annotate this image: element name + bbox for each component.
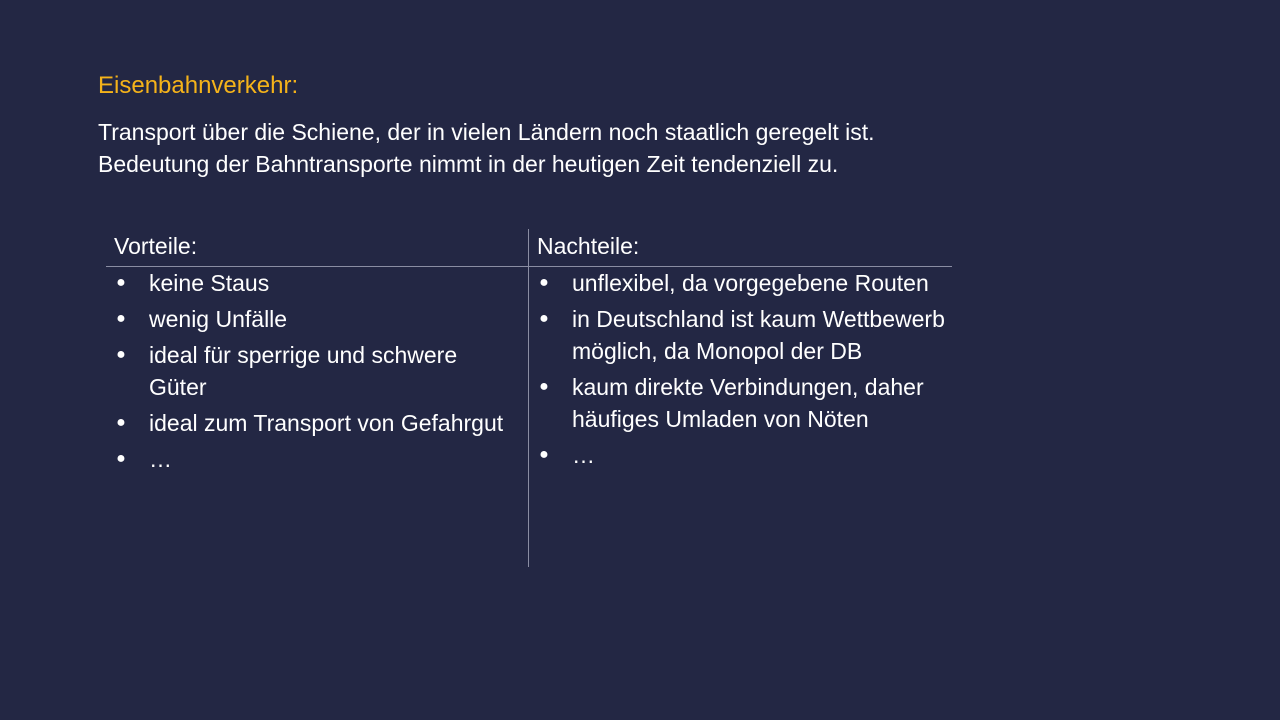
intro-text — [98, 116, 1098, 180]
bullet-icon: ● — [539, 310, 549, 327]
list-item-text: kaum direkte Verbindungen, daher häufiges Umladen von Nöten — [572, 374, 924, 432]
bullet-icon: ● — [539, 274, 549, 291]
list-item-text: … — [149, 446, 172, 472]
list-item-text: wenig Unfälle — [149, 306, 288, 332]
list-item-text: keine Staus — [149, 270, 270, 296]
slide-title: Eisenbahnverkehr: — [98, 72, 299, 99]
list-item — [114, 339, 514, 403]
bullet-icon: ● — [116, 414, 126, 431]
list-item — [114, 407, 514, 439]
bullet-icon: ● — [116, 346, 126, 363]
advantages-list — [114, 267, 514, 475]
list-item — [537, 439, 947, 471]
list-item — [114, 267, 514, 299]
list-item-text: unflexibel, da vorgegebene Routen — [572, 270, 929, 296]
bullet-icon: ● — [539, 446, 549, 463]
disadvantages-list — [537, 267, 947, 471]
bullet-icon: ● — [116, 310, 126, 327]
list-item-text: in Deutschland ist kaum Wettbewerb möglich, da Monopol der DB — [572, 306, 945, 364]
pros-cons-table — [106, 229, 952, 567]
bullet-icon: ● — [116, 274, 126, 291]
column-divider — [528, 229, 529, 567]
intro-line-1: Transport über die Schiene, der in vielen Ländern noch staatlich geregelt ist. — [98, 119, 875, 145]
list-item — [537, 267, 947, 299]
bullet-icon: ● — [116, 450, 126, 467]
list-item-text: … — [572, 442, 595, 468]
list-item-text: ideal für sperrige und schwere Güter — [149, 342, 458, 400]
disadvantages-header: Nachteile: — [537, 233, 640, 259]
disadvantages-column — [537, 229, 947, 475]
list-item — [537, 371, 947, 435]
advantages-header: Vorteile: — [114, 233, 198, 259]
list-item-text: ideal zum Transport von Gefahrgut — [149, 410, 504, 436]
advantages-column — [114, 229, 514, 479]
list-item — [114, 303, 514, 335]
list-item — [537, 303, 947, 367]
bullet-icon: ● — [539, 378, 549, 395]
intro-line-2: Bedeutung der Bahntransporte nimmt in der heutigen Zeit tendenziell zu. — [98, 151, 839, 177]
list-item — [114, 443, 514, 475]
